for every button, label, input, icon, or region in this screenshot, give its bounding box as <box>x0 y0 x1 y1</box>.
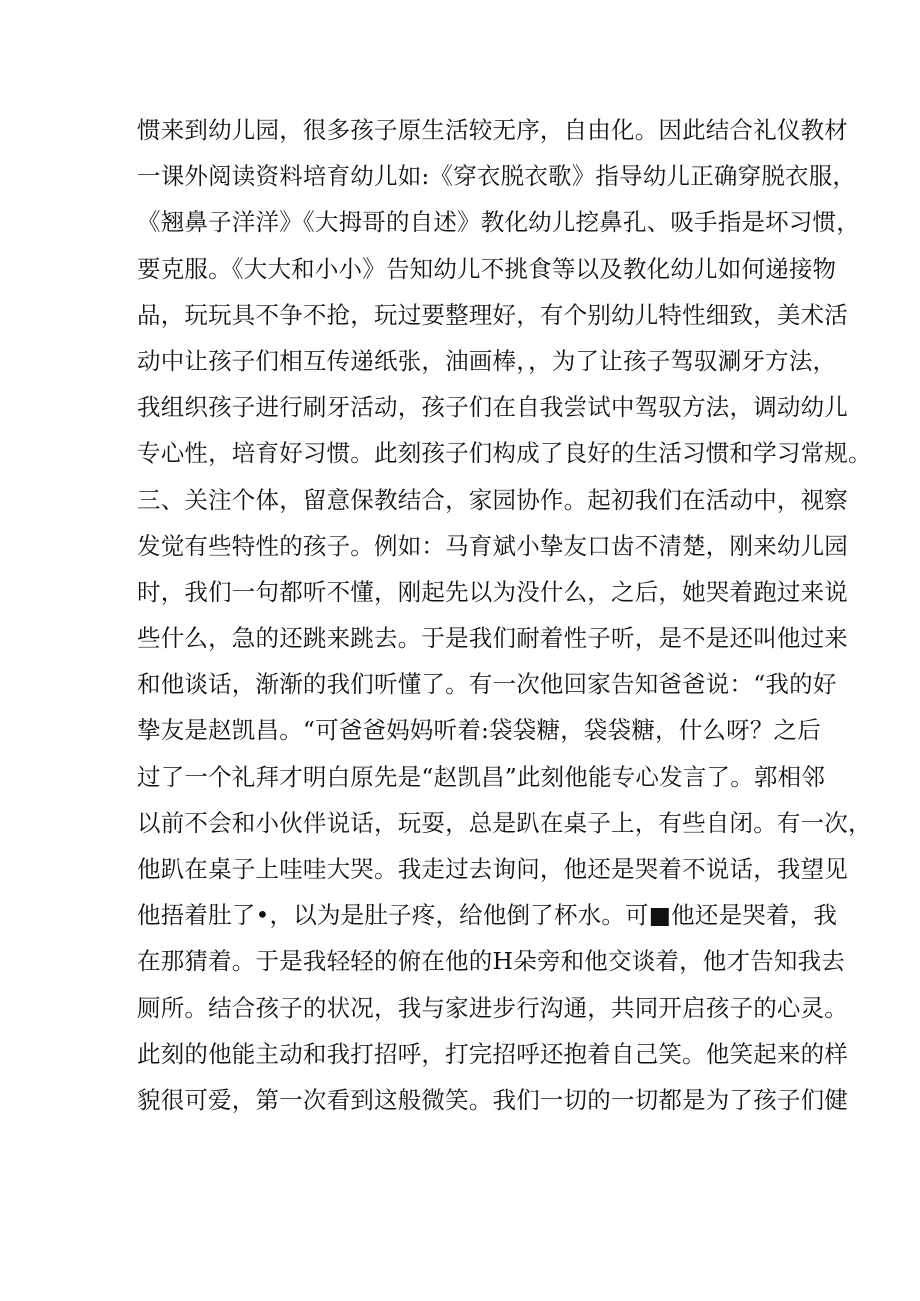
body-text <box>137 107 872 1123</box>
text-line: 厕所。结合孩子的状况，我与家进步行沟通，共同开启孩子的心灵。 <box>137 993 848 1022</box>
text-line: 在那猜着。于是我轻轻的俯在他的H朵旁和他交谈着，他才告知我去 <box>137 947 845 976</box>
text-line: 些什么，急的还跳来跳去。于是我们耐着性子听，是不是还叫他过来 <box>137 624 848 653</box>
text-line: 过了一个礼拜才明白原先是“赵凯昌”此刻他能专心发言了。郭相邻 <box>137 762 826 791</box>
text-line: 和他谈话，渐渐的我们听懂了。有一次他回家告知爸爸说：“我的好 <box>137 670 837 699</box>
text-line: 《翘鼻子洋洋》《大拇哥的自述》教化幼儿挖鼻孔、吸手指是坏习惯， <box>137 208 860 237</box>
text-line: 要克服。《大大和小小》告知幼儿不挑食等以及教化幼儿如何递接物 <box>137 254 837 283</box>
text-line: 惯来到幼儿园，很多孩子原生活较无序，自由化。因此结合礼仪教材 <box>137 116 848 144</box>
text-line: 专心性，培育好习惯。此刻孩子们构成了良好的生活习惯和学习常规。 <box>137 439 872 468</box>
text-line: 品，玩玩具不争不抢，玩过要整理好，有个别幼儿特性细致，美术活 <box>137 300 848 329</box>
text-line: 他趴在桌子上哇哇大哭。我走过去询问，他还是哭着不说话，我望见 <box>137 855 848 883</box>
text-line: 他捂着肚了•，以为是肚子疼，给他倒了杯水。可■他还是哭着，我 <box>137 901 838 930</box>
text-line: 挚友是赵凯昌。“可爸爸妈妈听着:袋袋糖，袋袋糖，什么呀？之后 <box>137 716 821 745</box>
text-line: 时，我们一句都听不懂，刚起先以为没什么，之后，她哭着跑过来说 <box>137 577 848 606</box>
text-line: 此刻的他能主动和我打招呼，打完招呼还抱着自己笑。他笑起来的样 <box>137 1039 848 1068</box>
text-line: 动中让孩子们相互传递纸张，油画棒，，为了让孩子驾驭涮牙方法， <box>137 346 837 375</box>
text-line: 我组织孩子进行刷牙活动，孩子们在自我尝试中驾驭方法，调动幼儿 <box>137 393 848 422</box>
text-line: 貌很可爱，第一次看到这般微笑。我们一切的一切都是为了孩子们健 <box>137 1085 848 1114</box>
text-line: 一课外阅读资料培育幼儿如:《穿衣脱衣歌》指导幼儿正确穿脱衣服， <box>137 162 857 191</box>
text-line: 以前不会和小伙伴说话，玩耍，总是趴在桌子上，有些自闭。有一次， <box>137 808 872 837</box>
text-line: 三、关注个体，留意保教结合，家园协作。起初我们在活动中，视察 <box>137 485 848 514</box>
text-line: 发觉有些特性的孩子。例如：马育斌小挚友口齿不清楚，刚来幼儿园 <box>137 531 848 560</box>
